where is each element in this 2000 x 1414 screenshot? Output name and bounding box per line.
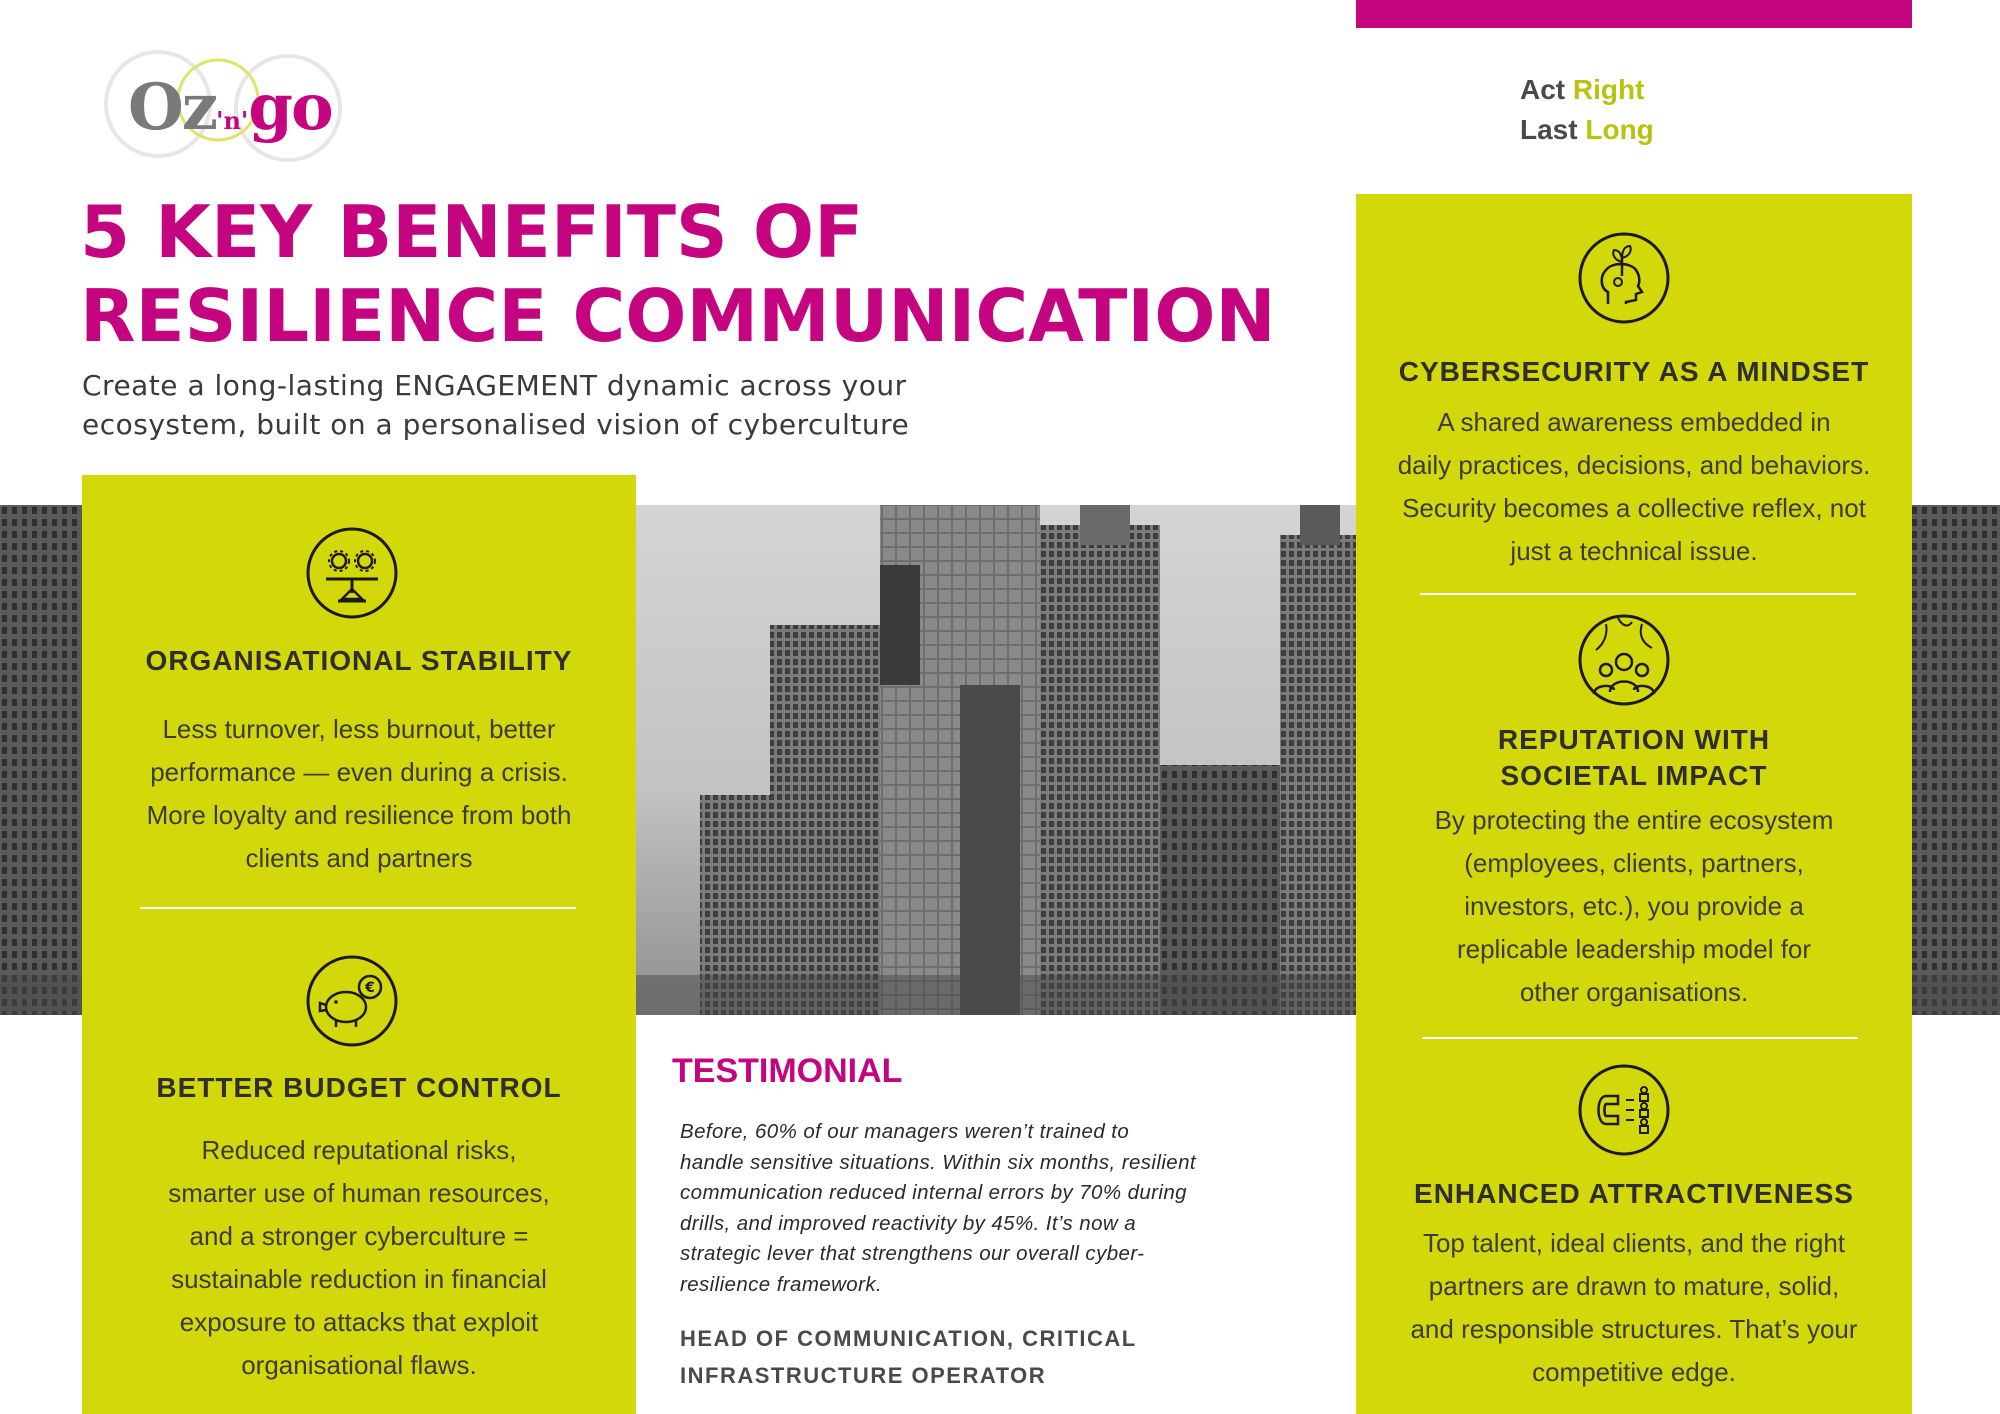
quote-line: handle sensitive situations. Within six months, resilient — [680, 1150, 1196, 1174]
text-line: clients and partners — [245, 843, 473, 873]
text-line: Security becomes a collective reflex, not — [1402, 493, 1866, 523]
quote-line: Before, 60% of our managers weren’t trained to — [680, 1120, 1130, 1143]
text-line: sustainable reduction in financial — [171, 1264, 547, 1294]
text-line: smarter use of human resources, — [168, 1178, 550, 1208]
divider — [1422, 1037, 1858, 1039]
testimonial-author — [680, 1320, 1300, 1394]
text-line: competitive edge. — [1532, 1357, 1736, 1387]
text-line: and responsible structures. That’s your — [1410, 1314, 1858, 1344]
text-cybersecurity-mindset — [1356, 401, 1912, 573]
text-line: More loyalty and resilience from both — [146, 800, 572, 830]
text-line: By protecting the entire ecosystem — [1434, 805, 1834, 835]
top-accent-bar — [1356, 0, 1912, 28]
text-line: organisational flaws. — [241, 1350, 477, 1380]
tagline-line1 — [1520, 70, 1800, 110]
divider — [140, 907, 576, 909]
quote-line: communication reduced internal errors by 70% during — [680, 1181, 1187, 1204]
heading-better-budget-control: BETTER BUDGET CONTROL — [156, 1072, 562, 1103]
heading-organisational-stability: ORGANISATIONAL STABILITY — [145, 645, 573, 676]
title-line1: 5 KEY BENEFITS OF — [80, 190, 864, 274]
text-line: just a technical issue. — [1510, 536, 1758, 566]
heading-cybersecurity-mindset: CYBERSECURITY AS A MINDSET — [1398, 356, 1870, 387]
text-line: A shared awareness embedded in — [1437, 407, 1831, 437]
magnet-people-icon — [1578, 1064, 1670, 1156]
text-reputation-societal-impact — [1356, 799, 1912, 1014]
brand-logo[interactable] — [88, 42, 368, 172]
page-subtitle — [82, 366, 982, 444]
text-line: other organisations. — [1519, 977, 1749, 1007]
left-benefits-panel — [82, 475, 636, 1414]
divider — [1420, 593, 1856, 595]
text-line: daily practices, decisions, and behaviors. — [1397, 450, 1871, 480]
text-better-budget-control — [82, 1129, 636, 1387]
text-line: (employees, clients, partners, — [1464, 848, 1804, 878]
tagline — [1520, 70, 1800, 150]
quote-line: strategic lever that strengthens our overall cyber- — [680, 1242, 1145, 1265]
text-line: exposure to attacks that exploit — [179, 1307, 539, 1337]
quote-line: drills, and improved reactivity by 45%. It’s now a — [680, 1211, 1137, 1235]
tagline-line2 — [1520, 110, 1800, 150]
logo-go: go — [248, 70, 332, 145]
balance-gears-icon — [306, 527, 398, 619]
text-line: and a stronger cyberculture = — [189, 1221, 529, 1251]
piggy-bank-euro-icon — [306, 955, 398, 1047]
subtitle-line2: ecosystem, built on a personalised vision of cyberculture — [82, 408, 910, 441]
logo-wordmark — [128, 70, 332, 145]
heading-enhanced-attractiveness: ENHANCED ATTRACTIVENESS — [1414, 1178, 1854, 1209]
logo-n: 'n' — [216, 106, 249, 135]
author-line2: INFRASTRUCTURE OPERATOR — [680, 1363, 1047, 1388]
heading-line2: SOCIETAL IMPACT — [1500, 760, 1768, 791]
testimonial-title: TESTIMONIAL — [672, 1052, 903, 1090]
text-line: replicable leadership model for — [1456, 934, 1812, 964]
right-benefits-panel — [1356, 194, 1912, 1414]
text-line: Less turnover, less burnout, better — [162, 714, 556, 744]
tagline-long: Long — [1585, 114, 1654, 145]
text-line: investors, etc.), you provide a — [1464, 891, 1804, 921]
heading-line1: REPUTATION WITH — [1497, 724, 1771, 755]
tagline-right: Right — [1572, 74, 1645, 105]
text-line: performance — even during a crisis. — [150, 757, 568, 787]
svg-text:€: € — [365, 980, 375, 996]
title-line2: RESILIENCE COMMUNICATION — [80, 274, 1276, 358]
text-enhanced-attractiveness — [1356, 1222, 1912, 1394]
tagline-act: Act — [1520, 74, 1566, 105]
author-line1: HEAD OF COMMUNICATION, CRITICAL — [680, 1326, 1137, 1351]
page-title — [80, 190, 1280, 358]
text-line: Reduced reputational risks, — [201, 1135, 517, 1165]
globe-people-icon — [1578, 614, 1670, 706]
subtitle-line1: Create a long-lasting ENGAGEMENT dynamic across your — [82, 369, 907, 402]
quote-line: resilience framework. — [680, 1272, 883, 1296]
text-line: Top talent, ideal clients, and the right — [1422, 1228, 1846, 1258]
testimonial-quote — [680, 1117, 1330, 1300]
head-growth-icon — [1578, 232, 1670, 324]
text-organisational-stability — [82, 708, 636, 880]
text-line: partners are drawn to mature, solid, — [1428, 1271, 1840, 1301]
tagline-last: Last — [1520, 114, 1578, 145]
heading-reputation-societal-impact — [1356, 722, 1912, 794]
logo-oz: Oz — [128, 70, 217, 145]
